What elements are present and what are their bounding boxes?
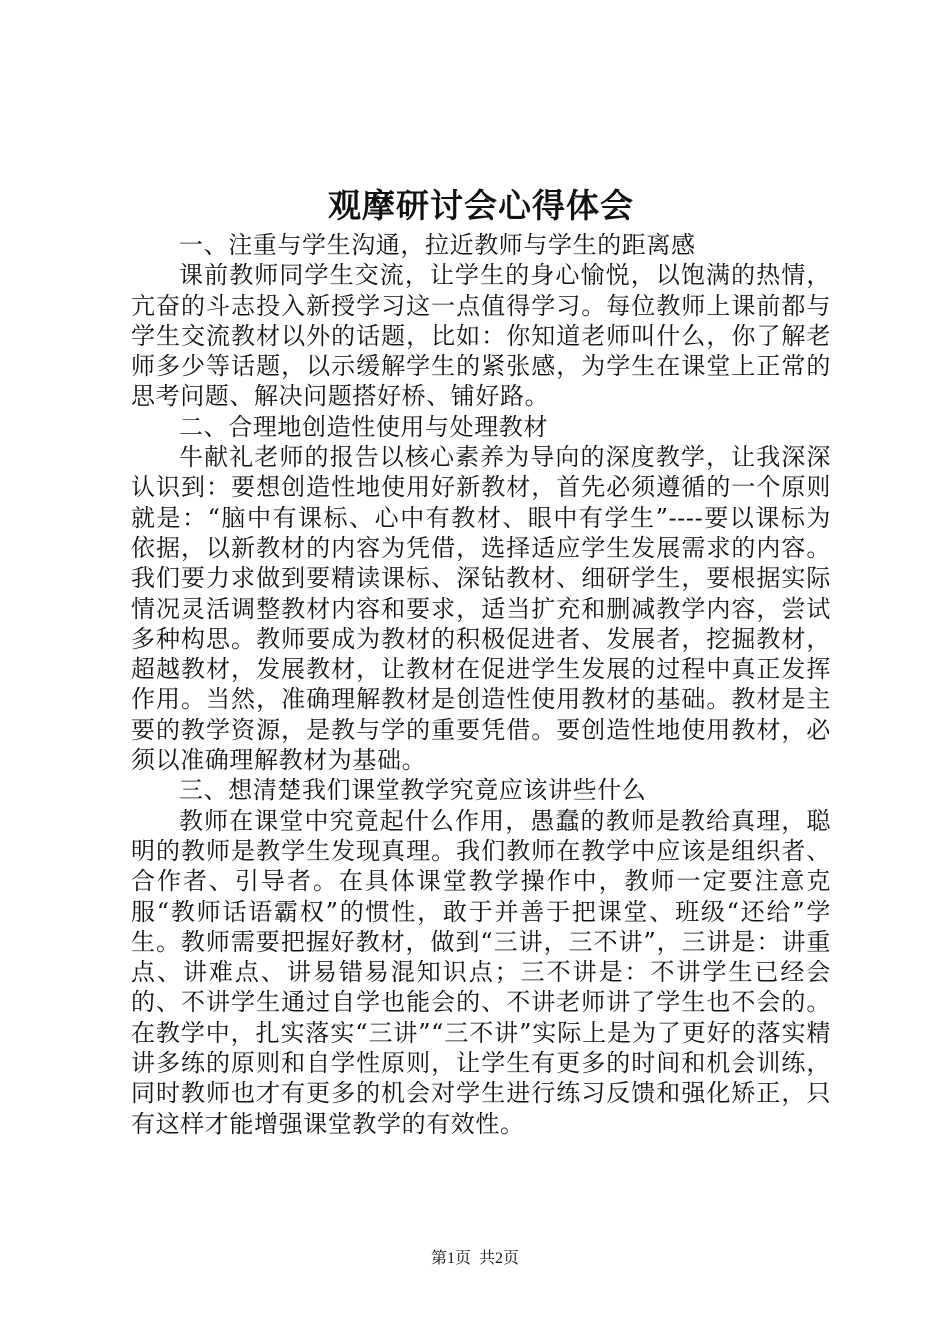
document-title: 观摩研讨会心得体会: [328, 186, 634, 225]
section-2: [131, 412, 831, 776]
section-body: 课前教师同学生交流，让学生的身心愉悦，以饱满的热情，亢奋的斗志投入新授学习这一点值得学习。每位教师上课前都与学生交流教材以外的话题，比如：你知道老师叫什么，你了解老师多少等话题，以示缓解学生的紧张感，为学生在课堂上正常的思考问题、解决问题搭好桥、铺好路。: [131, 261, 831, 411]
section-heading: 一、注重与学生沟通，拉近教师与学生的距离感: [179, 231, 696, 259]
page-total: 共2页: [479, 1250, 520, 1267]
section-body: 牛献礼老师的报告以核心素养为导向的深度教学，让我深深认识到：要想创造性地使用好新教材，首先必须遵循的一个原则就是：“脑中有课标、心中有教材、眼中有学生”----要以课标为依据，以新教材的内容为凭借，选择适应学生发展需求的内容。我们要力求做到要精读课标、深钻教材、细研学生，要根据实际情况灵活调整教材内容和要求，适当扩充和删减教学内容，尝试多种构思。教师要成为教材的积极促进者、发展者，挖掘教材，超越教材，发展教材，让教材在促进学生发展的过程中真正发挥作用。当然，准确理解教材是创造性使用教材的基础。教材是主要的教学资源，是教与学的重要凭借。要创造性地使用教材，必须以准确理解教材为基础。: [131, 443, 831, 775]
page-number: 第1页: [430, 1250, 471, 1267]
section-1: [131, 230, 831, 412]
section-body: 教师在课堂中究竟起什么作用，愚蠢的教师是教给真理，聪明的教师是教学生发现真理。我们教师在教学中应该是组织者、合作者、引导者。在具体课堂教学操作中，教师一定要注意克服“教师话语霸权”的惯性，敢于并善于把课堂、班级“还给”学生。教师需要把握好教材，做到“三讲，三不讲”，三讲是：讲重点、讲难点、讲易错易混知识点；三不讲是：不讲学生已经会的、不讲学生通过自学也能会的、不讲老师讲了学生也不会的。在教学中，扎实落实“三讲”“三不讲”实际上是为了更好的落实精讲多练的原则和自学性原则，让学生有更多的时间和机会训练，同时教师也才有更多的机会对学生进行练习反馈和强化矫正，只有这样才能增强课堂教学的有效性。: [131, 806, 831, 1138]
page-footer: [0, 1245, 950, 1268]
document-page: [131, 182, 831, 1139]
section-3: [131, 775, 831, 1139]
section-heading: 二、合理地创造性使用与处理教材: [179, 412, 548, 441]
section-heading: 三、想清楚我们课堂教学究竟应该讲些什么: [179, 776, 647, 805]
